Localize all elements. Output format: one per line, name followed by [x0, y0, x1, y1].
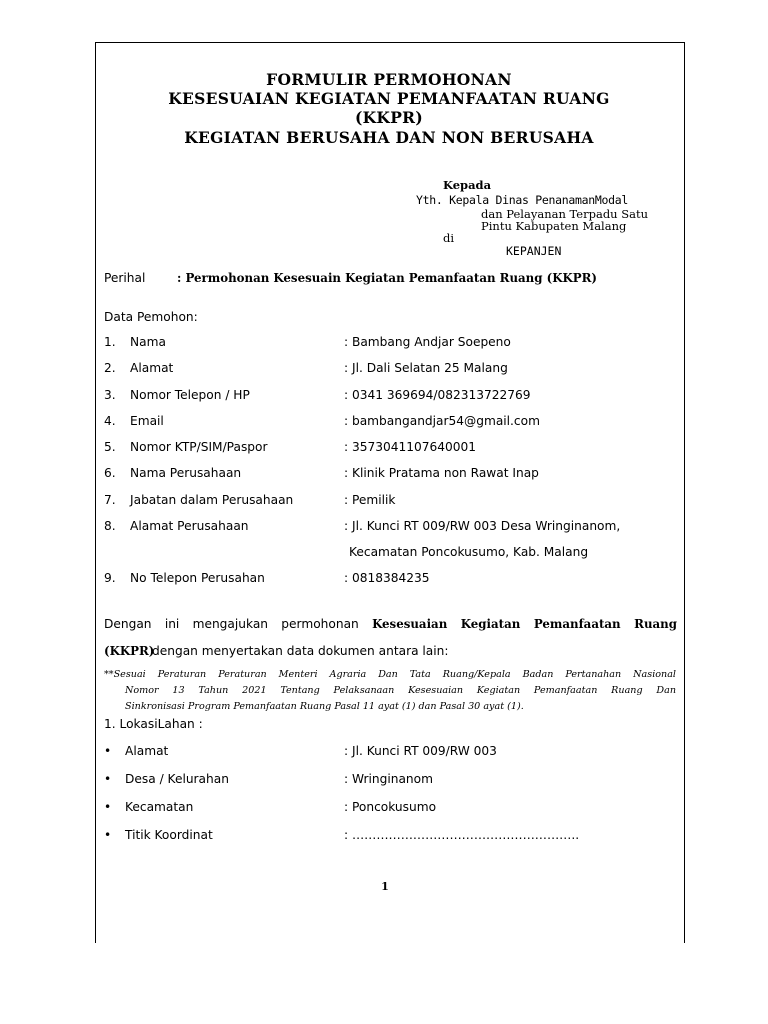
perihal-row [104, 271, 679, 289]
applicant-field-row: 3. Nomor Telepon / HP : 0341 369694/082313722769 [104, 388, 531, 402]
bullet-icon: • [104, 828, 112, 842]
recipient-yth: Yth. Kepala Dinas PenanamanModal [416, 193, 628, 207]
bullet-icon: • [104, 772, 112, 786]
recipient-kepada: Kepada [443, 178, 492, 192]
applicant-heading: Data Pemohon: [104, 310, 198, 324]
form-title-line2: KESESUAIAN KEGIATAN PEMANFAATAN RUANG [168, 89, 610, 108]
location-item: • Titik Koordinat : ……………………………………………….. [104, 828, 580, 842]
applicant-field-row: Kecamatan Poncokusumo, Kab. Malang [349, 545, 589, 559]
request-line1: Dengan ini mengajukan permohonan Kesesuaian Kegiatan Pemanfaatan Ruang [104, 617, 677, 631]
location-heading: 1. LokasiLahan : [104, 717, 203, 731]
regulation-note-line3: Sinkronisasi Program Pemanfaatan Ruang Pasal 11 ayat (1) dan Pasal 30 ayat (1). [125, 701, 524, 712]
location-item: • Alamat : Jl. Kunci RT 009/RW 003 [104, 744, 497, 758]
applicant-field-row: 6. Nama Perusahaan : Klinik Pratama non Rawat Inap [104, 466, 539, 480]
recipient-line2: dan Pelayanan Terpadu Satu [481, 207, 649, 221]
perihal-value: : Permohonan Kesesuain Kegiatan Pemanfaatan Ruang (KKPR) [177, 271, 597, 285]
form-title-line4: KEGIATAN BERUSAHA DAN NON BERUSAHA [184, 128, 594, 147]
page-number: 1 [381, 880, 389, 893]
form-title-line3: (KKPR) [355, 108, 423, 127]
applicant-field-row: 7. Jabatan dalam Perusahaan : Pemilik [104, 493, 396, 507]
regulation-note-line1: **Sesuai Peraturan Peraturan Menteri Agraria Dan Tata Ruang/Kepala Badan Pertanahan Nasional [104, 669, 676, 680]
applicant-field-row: 1. Nama : Bambang Andjar Soepeno [104, 335, 511, 349]
applicant-field-row: 2. Alamat : Jl. Dali Selatan 25 Malang [104, 361, 508, 375]
recipient-city: KEPANJEN [506, 244, 562, 258]
applicant-field-row: 9. No Telepon Perusahan : 0818384235 [104, 571, 430, 585]
recipient-di: di [443, 231, 455, 245]
bullet-icon: • [104, 744, 112, 758]
bullet-icon: • [104, 800, 112, 814]
request-line2: (KKPR) dengan menyertakan data dokumen antara lain: [104, 644, 449, 658]
location-item: • Kecamatan : Poncokusumo [104, 800, 437, 814]
form-title-line1: FORMULIR PERMOHONAN [266, 70, 512, 89]
applicant-field-row: 4. Email : bambangandjar54@gmail.com [104, 414, 540, 428]
applicant-field-row: 5. Nomor KTP/SIM/Paspor : 3573041107640001 [104, 440, 477, 454]
perihal-label: Perihal [104, 271, 146, 285]
location-item: • Desa / Kelurahan : Wringinanom [104, 772, 433, 786]
regulation-note-line2: Nomor 13 Tahun 2021 Tentang Pelaksanaan Kesesuaian Kegiatan Pemanfaatan Ruang Dan [125, 685, 676, 696]
recipient-line3: Pintu Kabupaten Malang [481, 219, 627, 233]
applicant-field-row: 8. Alamat Perusahaan : Jl. Kunci RT 009/RW 003 Desa Wringinanom, [104, 519, 621, 533]
